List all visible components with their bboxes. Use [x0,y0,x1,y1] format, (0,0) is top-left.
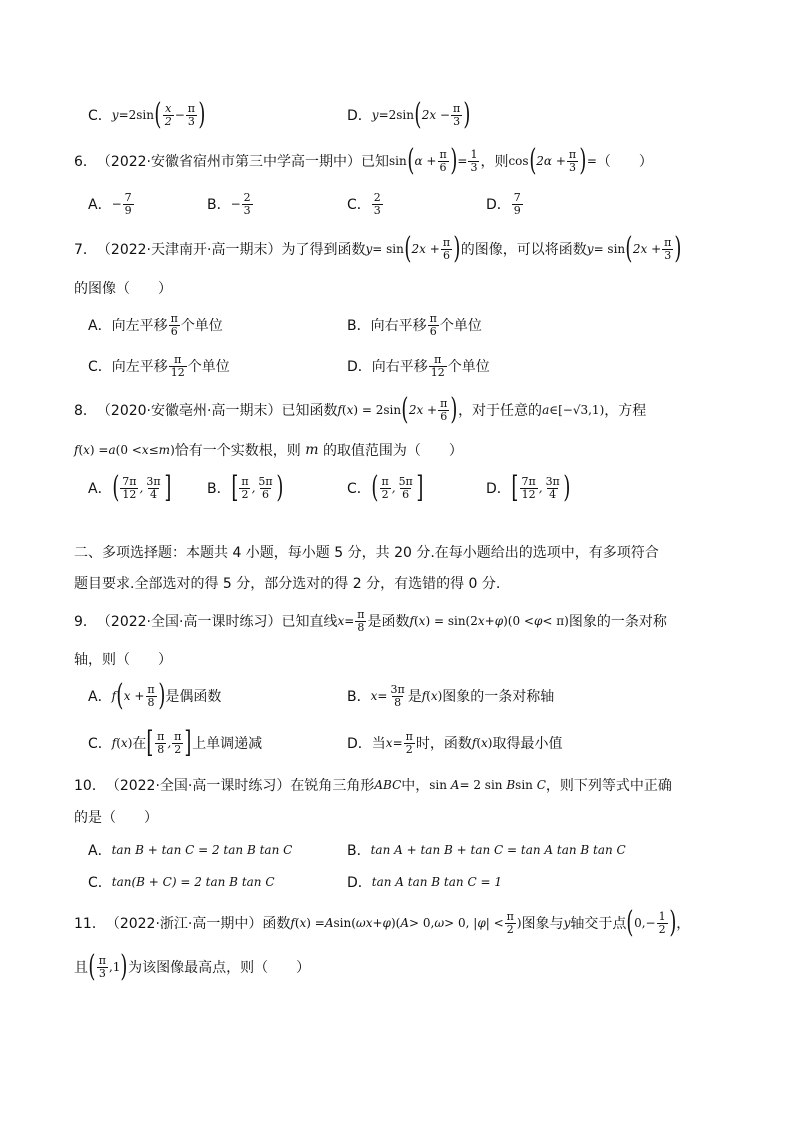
option-text: 时，函数 [415,736,472,752]
option-label: C． [88,359,112,375]
q10-option-c [88,870,275,894]
text: 轴交于点 [570,916,627,932]
text: 且 [74,960,88,976]
option-text: 个单位 [447,359,490,375]
formula: x = $\frac{3\pi}{8}$ [370,682,405,709]
formula: tan(B + C) = 2 tan B tan C [111,875,275,889]
text: 的图像（ ） [74,281,172,297]
option-label: C． [88,108,112,124]
q7-stem [74,232,682,266]
question-source: （2022·安徽省宿州市第三中学高一期中）已知 [96,154,389,170]
q7-option-a [88,309,223,341]
question-source: （2022·浙江·高一期中）函数 [105,916,291,932]
q8-stem [74,393,646,427]
q5-option-d [347,97,471,132]
question-number: 8． [74,403,97,419]
q9-option-b [347,678,554,714]
q11-stem [74,906,690,940]
option-label: B． [347,689,371,705]
formula: y =2sin ( $\frac{x}{2}$ − $\frac{\pi}{3}$ ) [111,97,206,132]
option-label: B． [347,318,371,334]
option-text: 向左平移 [111,359,168,375]
formula: ( 0,− $\frac{1}{2}$ ) [626,905,676,940]
section-text: 二、多项选择题：本题共 4 小题，每小题 5 分，共 20 分.在每小题给出的选项中，有多项符合 [74,545,659,561]
q6-option-c [347,188,384,220]
option-label: A． [88,481,112,497]
q5-option-c [88,97,206,132]
option-text: 图象的一条对称轴 [442,689,555,705]
option-text: 是 [407,689,422,705]
option-label: D． [486,197,511,213]
option-label: D． [347,108,372,124]
question-number: 9． [74,614,97,630]
option-label: C． [88,875,112,891]
q6-stem [74,145,653,177]
text: ，则下列等式中正确 [545,778,672,794]
question-source: （2020·安徽亳州·高一期末）已知函数 [96,403,338,419]
formula: y = sin ( 2x + $\frac{\pi}{6}$ ) [365,231,461,266]
option-label: D． [486,481,511,497]
formula: − $\frac{7}{9}$ [111,190,132,217]
q10-stem [74,774,672,796]
option-label: B． [347,843,371,859]
variable: m [300,442,323,458]
option-text: 是偶函数 [165,689,222,705]
question-source: （2022·全国·高一课时练习）在锐角三角形 [105,778,375,794]
q11-stem-line2 [74,950,310,984]
text: ，则 [480,154,509,170]
formula: $\frac{\pi}{6}$ [429,311,437,338]
option-text: 向右平移 [370,318,427,334]
question-source: （2022·全国·高一课时练习）已知直线 [96,614,338,630]
text: 图象与 [521,916,564,932]
option-text: 向左平移 [111,318,168,334]
formula: ( $\frac{7\pi}{12}$ , $\frac{3\pi}{4}$ ] [111,470,171,505]
section-heading-line2 [74,572,500,594]
formula: f ( x ) = A sin( ωx + φ )( A > 0, ω > 0, | φ | < $\frac{\pi}{2}$ ) [290,909,522,936]
formula: tan A + tan B + tan C = tan A tan B tan C [370,843,626,857]
q9-stem [74,604,667,638]
q7-stem-line2 [74,277,172,299]
q6-option-a [88,188,135,220]
q7-option-d [347,350,490,382]
option-label: A． [88,318,112,334]
question-number: 6． [74,154,97,170]
q7-option-c [88,350,230,382]
option-label: C． [88,736,112,752]
formula: tan A tan B tan C = 1 [371,875,502,889]
option-label: C． [347,197,371,213]
formula: f ( x ) [471,736,493,750]
option-text: 向右平移 [371,359,428,375]
formula: f ( x + $\frac{\pi}{8}$ ) [111,678,165,713]
option-label: D． [347,359,372,375]
text: 轴，则（ ） [74,652,172,668]
formula: f ( x ) = 2sin ( 2x + $\frac{\pi}{6}$ ) [337,392,458,427]
formula: ( $\frac{\pi}{3}$ ,1 ) [88,949,128,984]
option-label: B． [207,481,231,497]
question-source: （2022·天津南开·高一期末）为了得到函数 [96,242,366,258]
formula: [ $\frac{\pi}{8}$ , $\frac{\pi}{2}$ ] [146,725,192,760]
formula: $\frac{7}{9}$ [513,190,521,217]
formula: f ( x ) [421,689,443,703]
formula: sin A = 2 sin B sin C [429,778,546,792]
formula: x = $\frac{\pi}{8}$ [337,607,365,634]
text: 中， [401,778,430,794]
text: 为该图像最高点，则（ ） [128,960,311,976]
formula: y [563,916,571,930]
text: ，对于任意的 [458,403,543,419]
option-text: 在 [132,736,147,752]
option-label: A． [88,689,112,705]
option-text: 个单位 [439,318,482,334]
option-label: A． [88,843,112,859]
formula: y =2sin ( 2x − $\frac{\pi}{3}$ ) [371,97,471,132]
option-text: 当 [371,736,386,752]
formula: ABC [374,778,402,792]
formula: $\frac{\pi}{12}$ [430,352,445,379]
q8-option-d [486,470,571,506]
answer-blank: （ ） [596,154,653,170]
text: ， [676,916,691,932]
section-heading [74,541,659,563]
formula: cos ( 2α + $\frac{\pi}{3}$ ) = [508,143,597,178]
section-text: 题目要求.全部选对的得 5 分，部分选对的得 2 分，有选错的得 0 分. [74,576,501,592]
formula: [ $\frac{7\pi}{12}$ , $\frac{3\pi}{4}$ ) [511,470,571,505]
option-label: D． [347,736,372,752]
option-text: 取得最小值 [492,736,563,752]
q10-option-a [88,838,292,862]
formula: − $\frac{2}{3}$ [230,190,251,217]
question-number: 10． [74,778,106,794]
option-label: C． [347,481,371,497]
formula: sin ( α + $\frac{\pi}{6}$ ) = $\frac{1}{3}$ [389,143,478,178]
formula: tan B + tan C = 2 tan B tan C [111,843,293,857]
text: 图象的一条对称 [568,614,667,630]
option-text: 个单位 [180,318,223,334]
q10-stem-line2 [74,806,158,828]
formula: [ $\frac{\pi}{2}$ , $\frac{5\pi}{6}$ ) [230,470,283,505]
formula: x = $\frac{\pi}{2}$ [385,729,413,756]
q6-option-b [207,188,254,220]
formula: a ∈[−√3,1) [542,403,605,417]
q8-option-b [207,470,283,506]
q7-option-b [347,309,482,341]
text: ，方程 [604,403,647,419]
q8-option-c [347,470,424,506]
q9-option-a [88,678,221,714]
text: 的图像，可以将函数 [460,242,587,258]
option-label: B． [207,197,231,213]
formula: ( $\frac{\pi}{2}$ , $\frac{5\pi}{6}$ ] [371,470,424,505]
formula: f ( x ) = a (0 < x ≤ m ) [74,443,175,457]
q9-option-d [347,725,562,761]
option-text: 上单调递减 [192,736,263,752]
formula: y = sin ( 2x + $\frac{\pi}{3}$ ) [586,231,682,266]
q10-option-d [347,870,502,894]
option-label: D． [347,875,372,891]
text: 恰有一个实数根，则 [174,443,301,459]
q8-option-a [88,470,171,506]
question-number: 11． [74,916,106,932]
q10-option-b [347,838,626,862]
question-number: 7． [74,242,97,258]
option-text: 个单位 [187,359,230,375]
q9-stem-line2 [74,648,172,670]
formula: $\frac{\pi}{12}$ [170,352,185,379]
text: 的取值范围为（ ） [322,443,463,459]
formula: f ( x ) [111,736,133,750]
text: 的是（ ） [74,810,158,826]
q9-option-c [88,725,262,761]
option-label: A． [88,197,112,213]
formula: f ( x ) = sin(2 x + φ )(0 < φ < π) [409,614,569,628]
q8-stem-line2 [74,439,463,461]
text: 是函数 [367,614,410,630]
q6-option-d [486,188,524,220]
formula: $\frac{2}{3}$ [373,190,381,217]
formula: $\frac{\pi}{6}$ [170,311,178,338]
